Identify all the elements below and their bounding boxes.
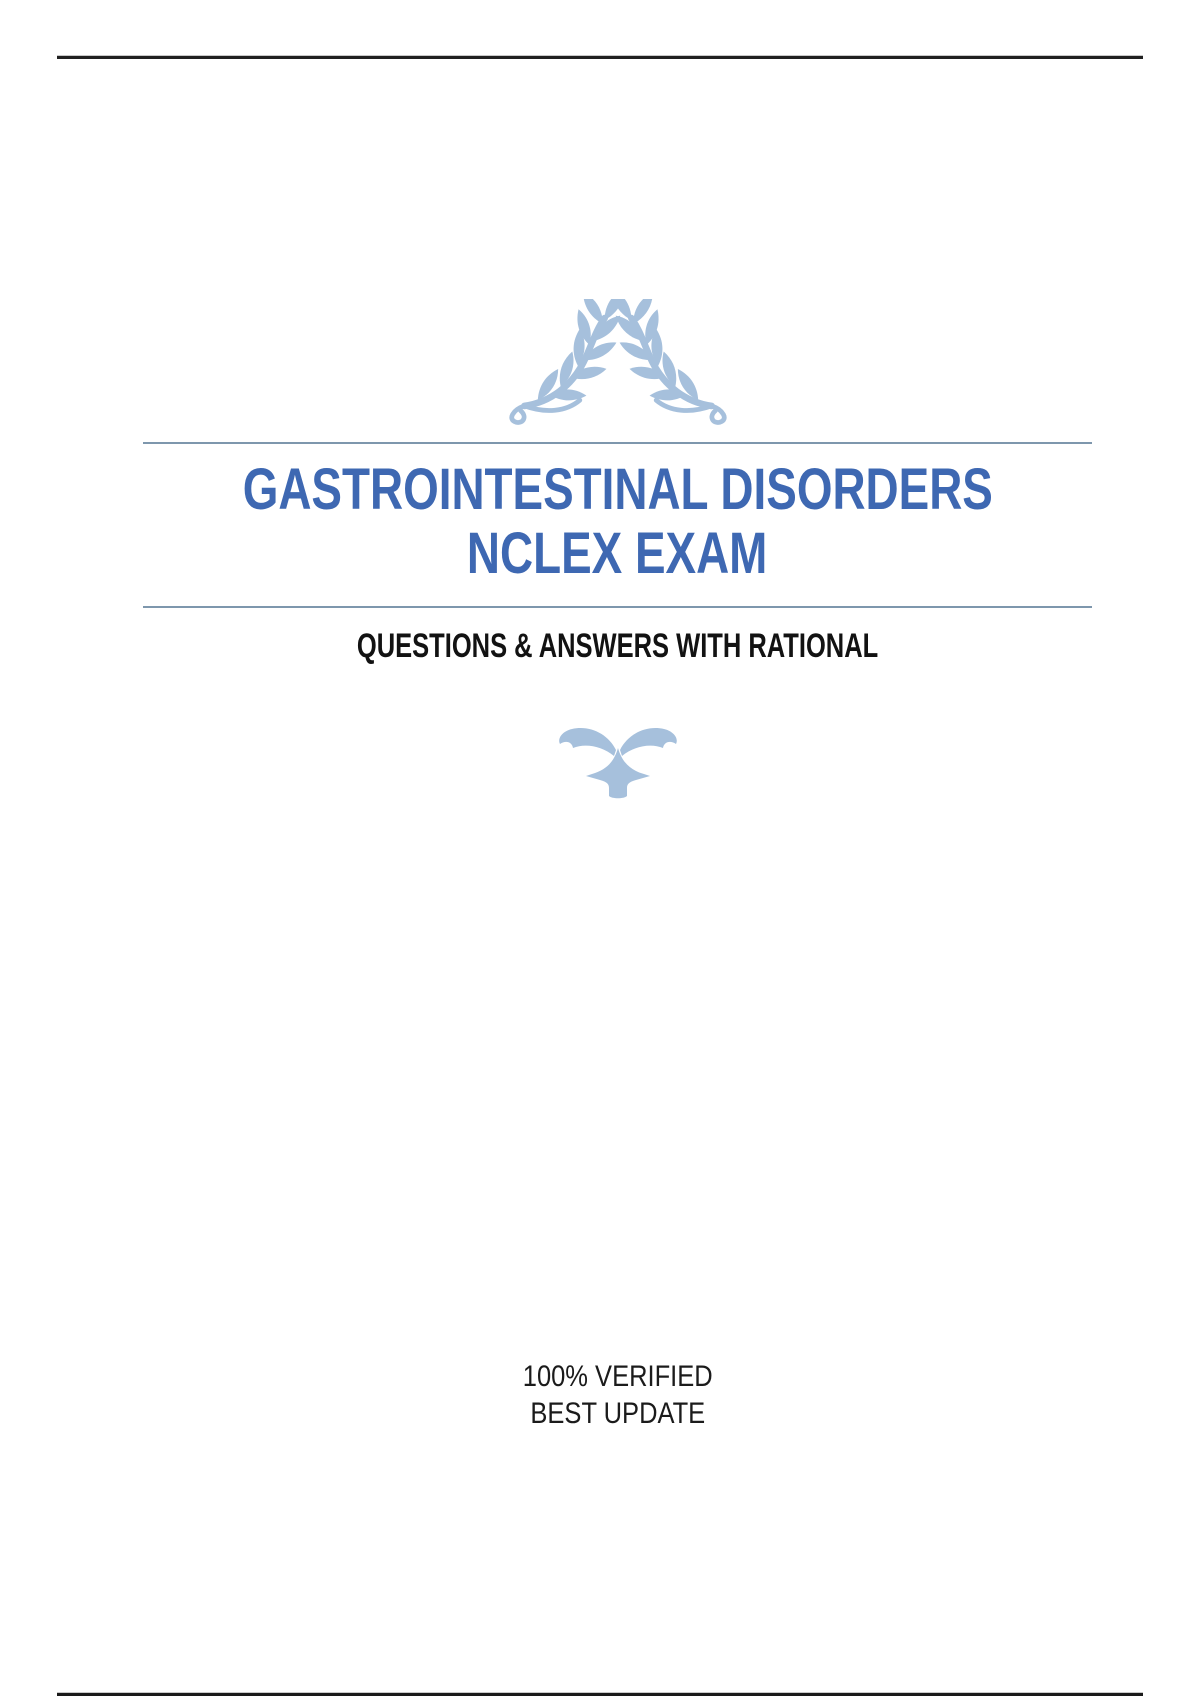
subtitle (143, 624, 1092, 668)
floral-flourish-icon (499, 299, 737, 425)
title-rule-top (143, 442, 1092, 444)
fleur-finial-icon (552, 712, 684, 800)
bottom-border-rule (57, 1693, 1143, 1696)
footer-verified-line: 100% VERIFIED (522, 1360, 713, 1393)
title-line-2: NCLEX EXAM (467, 521, 768, 586)
title-line-1: GASTROINTESTINAL DISORDERS (242, 457, 993, 522)
title-rule-bottom (143, 606, 1092, 608)
cover-content (143, 0, 1092, 800)
page-title (143, 458, 1092, 586)
subtitle-text: QUESTIONS & ANSWERS WITH RATIONAL (356, 627, 879, 665)
footer-note (143, 1358, 1092, 1432)
footer-update-line: BEST UPDATE (530, 1397, 705, 1430)
